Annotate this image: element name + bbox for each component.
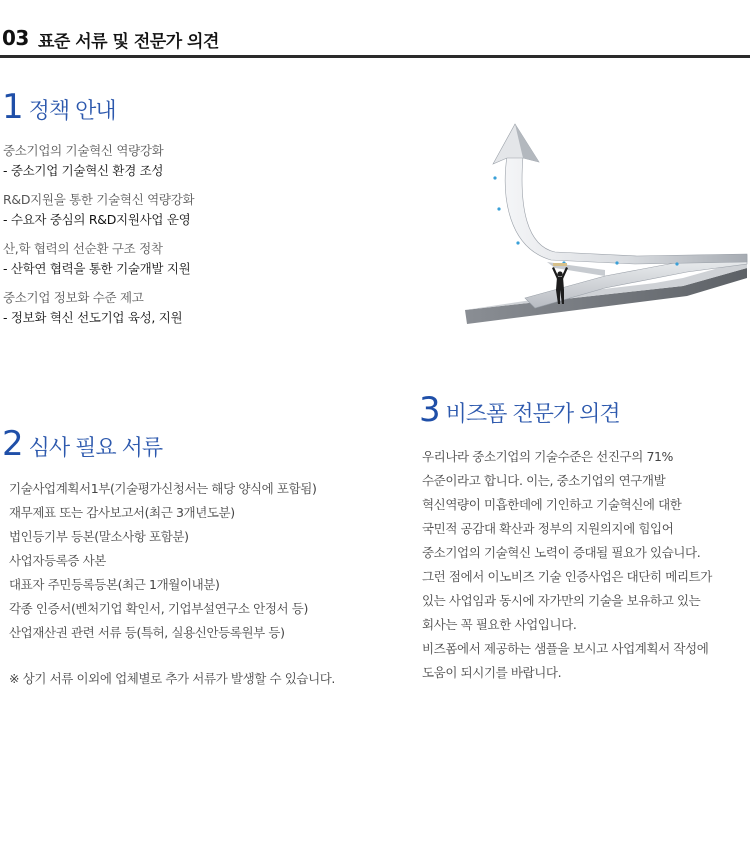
doc-item: 기술사업계획서1부(기술평가신청서는 해당 양식에 포함됨)	[9, 481, 317, 496]
policy-item-sub: 중소기업 정보화 수준 제고	[3, 290, 144, 305]
doc-item: 법인등기부 등본(말소사항 포함분)	[9, 529, 189, 544]
policy-item	[3, 239, 383, 279]
policy-list	[3, 141, 383, 337]
growth-arrow-image	[455, 118, 750, 333]
doc-item: 사업자등록증 사본	[9, 553, 106, 568]
expert-opinion-heading-text: 비즈폼 전문가 의견	[445, 402, 620, 427]
opinion-line: 수준이라고 합니다. 이는, 중소기업의 연구개발	[422, 473, 666, 488]
policy-item-sub: R&D지원을 통한 기술혁신 역량강화	[3, 192, 195, 207]
expert-opinion-heading-number: 3	[419, 390, 440, 430]
policy-item	[3, 190, 383, 230]
opinion-line: 혁신역량이 미흡한데에 기인하고 기술혁신에 대한	[422, 497, 682, 512]
expert-opinion-text	[422, 445, 747, 685]
policy-item-main: - 정보화 혁신 선도기업 육성, 지원	[3, 310, 183, 325]
opinion-line: 국민적 공감대 확산과 정부의 지원의지에 힘입어	[422, 521, 674, 536]
doc-item: 대표자 주민등록등본(최근 1개월이내분)	[9, 577, 220, 592]
opinion-line: 도움이 되시기를 바랍니다.	[422, 665, 562, 680]
opinion-line: 중소기업의 기술혁신 노력이 증대될 필요가 있습니다.	[422, 545, 701, 560]
expert-opinion-heading	[419, 390, 620, 430]
required-docs-heading-number: 2	[2, 424, 23, 464]
opinion-line: 비즈폼에서 제공하는 샘플을 보시고 사업계획서 작성에	[422, 641, 709, 656]
doc-item: 재무제표 또는 감사보고서(최근 3개년도분)	[9, 505, 235, 520]
section-title: 표준 서류 및 전문가 의견	[38, 32, 219, 52]
policy-item-main: - 중소기업 기술혁신 환경 조성	[3, 163, 164, 178]
policy-item-main: - 수요자 중심의 R&D지원사업 운영	[3, 212, 191, 227]
policy-heading-number: 1	[2, 87, 23, 127]
growth-arrow-illustration	[455, 118, 750, 333]
docs-note: ※ 상기 서류 이외에 업체별로 추가 서류가 발생할 수 있습니다.	[9, 671, 336, 686]
policy-heading-text: 정책 안내	[28, 99, 116, 124]
policy-item-sub: 산,학 협력의 선순환 구조 정착	[3, 241, 163, 256]
required-docs-list	[9, 477, 389, 691]
policy-item-main: - 산학연 협력을 통한 기술개발 지원	[3, 261, 191, 276]
opinion-line: 그런 점에서 이노비즈 기술 인증사업은 대단히 메리트가	[422, 569, 712, 584]
opinion-line: 우리나라 중소기업의 기술수준은 선진구의 71%	[422, 449, 674, 464]
doc-item: 산업재산권 관련 서류 등(특허, 실용신안등록원부 등)	[9, 625, 285, 640]
required-docs-heading-text: 심사 필요 서류	[28, 436, 163, 461]
opinion-line: 회사는 꼭 필요한 사업입니다.	[422, 617, 577, 632]
policy-item	[3, 288, 383, 328]
required-docs-heading	[2, 424, 163, 464]
doc-item: 각종 인증서(벤처기업 확인서, 기업부설연구소 안정서 등)	[9, 601, 308, 616]
section-number: 03	[2, 26, 29, 50]
policy-item	[3, 141, 383, 181]
policy-heading	[2, 87, 116, 127]
opinion-line: 있는 사업임과 동시에 자가만의 기술을 보유하고 있는	[422, 593, 701, 608]
policy-item-sub: 중소기업의 기술혁신 역량강화	[3, 143, 164, 158]
section-header	[0, 0, 750, 58]
